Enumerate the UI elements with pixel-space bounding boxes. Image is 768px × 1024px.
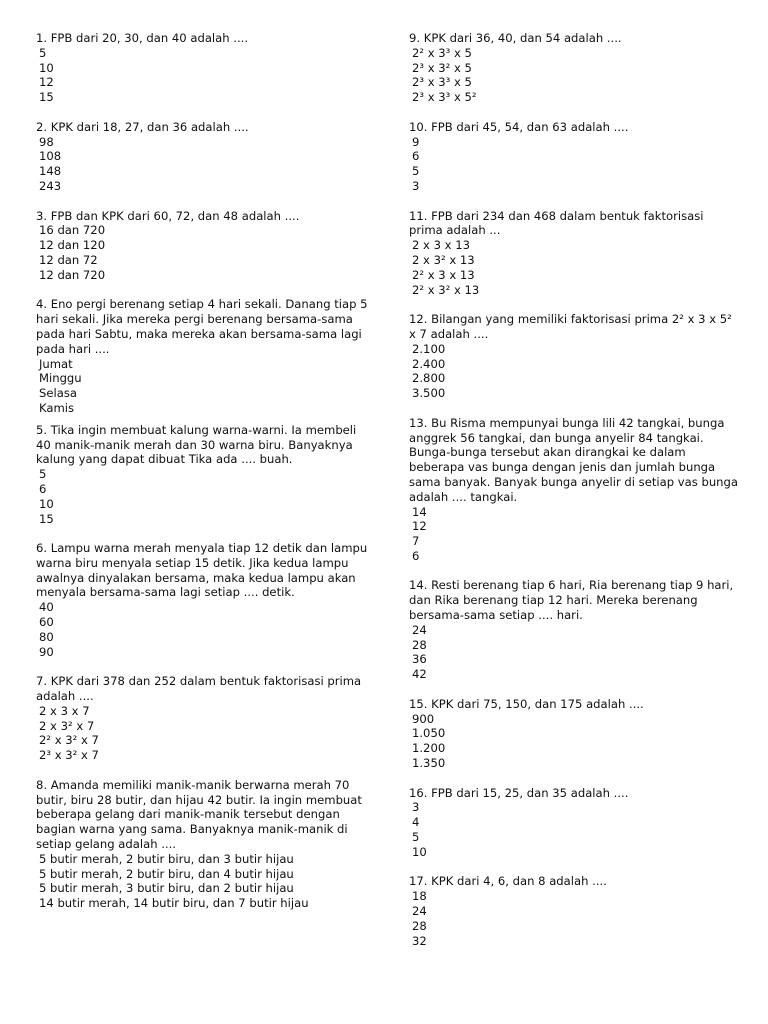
option-a: 2² x 3³ x 5 bbox=[412, 45, 472, 60]
option-d: 12 dan 720 bbox=[39, 267, 106, 282]
option-b: 2³ x 3² x 5 bbox=[412, 60, 472, 75]
question-text: 15. KPK dari 75, 150, dan 175 adalah .... bbox=[409, 696, 644, 711]
option-d: 14 butir merah, 14 butir biru, dan 7 butir hijau bbox=[39, 896, 309, 911]
option-b: 2.400 bbox=[412, 356, 446, 371]
option-a: Jumat bbox=[39, 356, 73, 371]
option-c: 80 bbox=[39, 629, 54, 644]
option-b: 5 butir merah, 2 butir biru, dan 4 butir hijau bbox=[39, 866, 294, 881]
question-16 bbox=[409, 786, 739, 860]
option-b: 108 bbox=[39, 149, 62, 164]
option-c: 10 bbox=[39, 496, 54, 511]
option-c: 12 dan 72 bbox=[39, 252, 98, 267]
option-d: 2² x 3² x 13 bbox=[412, 282, 480, 297]
option-d: 1.350 bbox=[412, 756, 446, 771]
question-text: 16. FPB dari 15, 25, dan 35 adalah .... bbox=[409, 785, 629, 800]
option-d: 90 bbox=[39, 644, 54, 659]
question-12 bbox=[409, 312, 739, 401]
option-d: 10 bbox=[412, 844, 427, 859]
option-b: 2 x 3² x 7 bbox=[39, 718, 95, 733]
option-list bbox=[36, 704, 370, 763]
option-a: 900 bbox=[412, 711, 435, 726]
question-text: 9. KPK dari 36, 40, dan 54 adalah .... bbox=[409, 31, 622, 45]
option-list bbox=[409, 889, 739, 948]
question-text: 14. Resti berenang tiap 6 hari, Ria berenang tiap 9 hari, dan Rika berenang tiap 12 hari. Mereka berenang bersama-sama setiap .... hari. bbox=[409, 578, 734, 623]
option-list bbox=[36, 357, 370, 416]
question-14 bbox=[409, 578, 739, 682]
question-17 bbox=[409, 874, 739, 948]
option-c: 12 bbox=[39, 75, 54, 90]
question-1 bbox=[36, 31, 370, 105]
option-a: 5 bbox=[39, 467, 47, 482]
option-c: 148 bbox=[39, 164, 62, 179]
question-text: 17. KPK dari 4, 6, dan 8 adalah .... bbox=[409, 874, 607, 889]
question-text: 8. Amanda memiliki manik-manik berwarna merah 70 butir, biru 28 butir, dan hijau 42 butir. Ia ingin membuat beberapa gelang dari manik-manik tersebut dengan bagian warna yang sama. Banyaknya manik-manik di setiap gelang adalah .... bbox=[36, 777, 362, 852]
option-a: 40 bbox=[39, 600, 54, 615]
option-a: 5 butir merah, 2 butir biru, dan 3 butir hijau bbox=[39, 851, 294, 866]
option-b: 60 bbox=[39, 615, 54, 630]
option-c: 36 bbox=[412, 652, 427, 667]
option-list bbox=[36, 135, 370, 194]
option-c: 2² x 3 x 13 bbox=[412, 267, 475, 282]
option-a: 2 x 3 x 7 bbox=[39, 703, 90, 718]
option-d: 243 bbox=[39, 178, 62, 193]
question-text: 1. FPB dari 20, 30, dan 40 adalah .... bbox=[36, 31, 249, 45]
option-list bbox=[409, 800, 739, 859]
option-c: 2.800 bbox=[412, 371, 446, 386]
option-b: 1.050 bbox=[412, 726, 446, 741]
option-d: Kamis bbox=[39, 400, 75, 415]
question-10 bbox=[409, 120, 739, 194]
question-text: 5. Tika ingin membuat kalung warna-warni. Ia membeli 40 manik-manik merah dan 30 warna biru. Banyaknya kalung yang dapat dibuat Tika ada .... buah. bbox=[36, 422, 357, 467]
right-column bbox=[409, 31, 739, 963]
question-text: 10. FPB dari 45, 54, dan 63 adalah .... bbox=[409, 119, 629, 134]
option-b: 12 dan 120 bbox=[39, 238, 106, 253]
option-a: 98 bbox=[39, 134, 54, 149]
option-list bbox=[409, 623, 739, 682]
option-b: 6 bbox=[412, 149, 420, 164]
option-c: 1.200 bbox=[412, 741, 446, 756]
question-11 bbox=[409, 209, 739, 298]
option-c: Selasa bbox=[39, 386, 77, 401]
question-2 bbox=[36, 120, 370, 194]
question-8 bbox=[36, 778, 370, 911]
option-d: 42 bbox=[412, 667, 427, 682]
question-9 bbox=[409, 31, 739, 105]
question-text: 4. Eno pergi berenang setiap 4 hari sekali. Danang tiap 5 hari sekali. Jika mereka pergi berenang bersama-sama pada hari Sabtu, maka mereka akan bersama-sama lagi pada hari .... bbox=[36, 297, 368, 356]
option-b: 6 bbox=[39, 481, 47, 496]
option-b: 2 x 3² x 13 bbox=[412, 252, 475, 267]
option-b: 10 bbox=[39, 60, 54, 75]
option-c: 7 bbox=[412, 534, 420, 549]
question-text: 6. Lampu warna merah menyala tiap 12 detik dan lampu warna biru menyala setiap 15 detik. Jika kedua lampu awalnya dinyalakan bersama, maka kedua lampu akan menyala bersama-sama lagi setiap .... detik. bbox=[36, 541, 368, 600]
option-c: 2³ x 3³ x 5 bbox=[412, 75, 472, 90]
question-text: 13. Bu Risma mempunyai bunga lili 42 tangkai, bunga anggrek 56 tangkai, dan bunga anyelir 84 tangkai. Bunga-bunga tersebut akan dirangkai ke dalam beberapa vas bunga dengan jenis dan jumlah bunga sama banyak. Banyak bunga anyelir di setiap vas bunga adalah .... tangkai. bbox=[409, 415, 738, 504]
option-b: Minggu bbox=[39, 371, 82, 386]
option-list bbox=[409, 342, 739, 401]
question-13 bbox=[409, 416, 739, 564]
option-b: 28 bbox=[412, 637, 427, 652]
question-4 bbox=[36, 297, 370, 415]
question-5 bbox=[36, 423, 370, 527]
option-d: 32 bbox=[412, 933, 427, 948]
question-text: 7. KPK dari 378 dan 252 dalam bentuk faktorisasi prima adalah .... bbox=[36, 674, 362, 704]
option-b: 4 bbox=[412, 815, 420, 830]
option-a: 18 bbox=[412, 889, 427, 904]
option-list bbox=[36, 600, 370, 659]
option-d: 3 bbox=[412, 178, 420, 193]
option-list bbox=[409, 505, 739, 564]
option-a: 14 bbox=[412, 504, 427, 519]
question-6 bbox=[36, 541, 370, 659]
option-c: 5 bbox=[412, 830, 420, 845]
option-b: 24 bbox=[412, 904, 427, 919]
option-d: 3.500 bbox=[412, 386, 446, 401]
question-3 bbox=[36, 209, 370, 283]
question-text: 12. Bilangan yang memiliki faktorisasi prima 2² x 3 x 5² x 7 adalah .... bbox=[409, 312, 732, 341]
option-c: 5 bbox=[412, 164, 420, 179]
option-c: 28 bbox=[412, 918, 427, 933]
option-list bbox=[36, 46, 370, 105]
option-a: 24 bbox=[412, 622, 427, 637]
option-list bbox=[409, 46, 739, 105]
option-a: 5 bbox=[39, 45, 47, 60]
option-b: 12 bbox=[412, 519, 427, 534]
question-text: 3. FPB dan KPK dari 60, 72, dan 48 adalah .... bbox=[36, 208, 300, 223]
option-a: 2.100 bbox=[412, 341, 446, 356]
question-7 bbox=[36, 674, 370, 763]
option-c: 2² x 3² x 7 bbox=[39, 733, 99, 748]
option-c: 5 butir merah, 3 butir biru, dan 2 butir hijau bbox=[39, 881, 294, 896]
option-a: 16 dan 720 bbox=[39, 223, 106, 238]
option-d: 2³ x 3³ x 5² bbox=[412, 90, 477, 105]
option-list bbox=[36, 852, 370, 911]
question-text: 2. KPK dari 18, 27, dan 36 adalah .... bbox=[36, 119, 249, 134]
option-a: 2 x 3 x 13 bbox=[412, 238, 470, 253]
option-list bbox=[36, 467, 370, 526]
option-d: 15 bbox=[39, 511, 54, 526]
option-d: 15 bbox=[39, 90, 54, 105]
question-15 bbox=[409, 697, 739, 771]
question-text: 11. FPB dari 234 dan 468 dalam bentuk faktorisasi prima adalah ... bbox=[409, 208, 704, 238]
option-a: 3 bbox=[412, 800, 420, 815]
option-d: 6 bbox=[412, 548, 420, 563]
option-list bbox=[409, 712, 739, 771]
option-list bbox=[409, 135, 739, 194]
left-column bbox=[36, 31, 370, 926]
option-a: 9 bbox=[412, 134, 420, 149]
option-list bbox=[36, 223, 370, 282]
option-d: 2³ x 3² x 7 bbox=[39, 748, 99, 763]
option-list bbox=[409, 238, 739, 297]
